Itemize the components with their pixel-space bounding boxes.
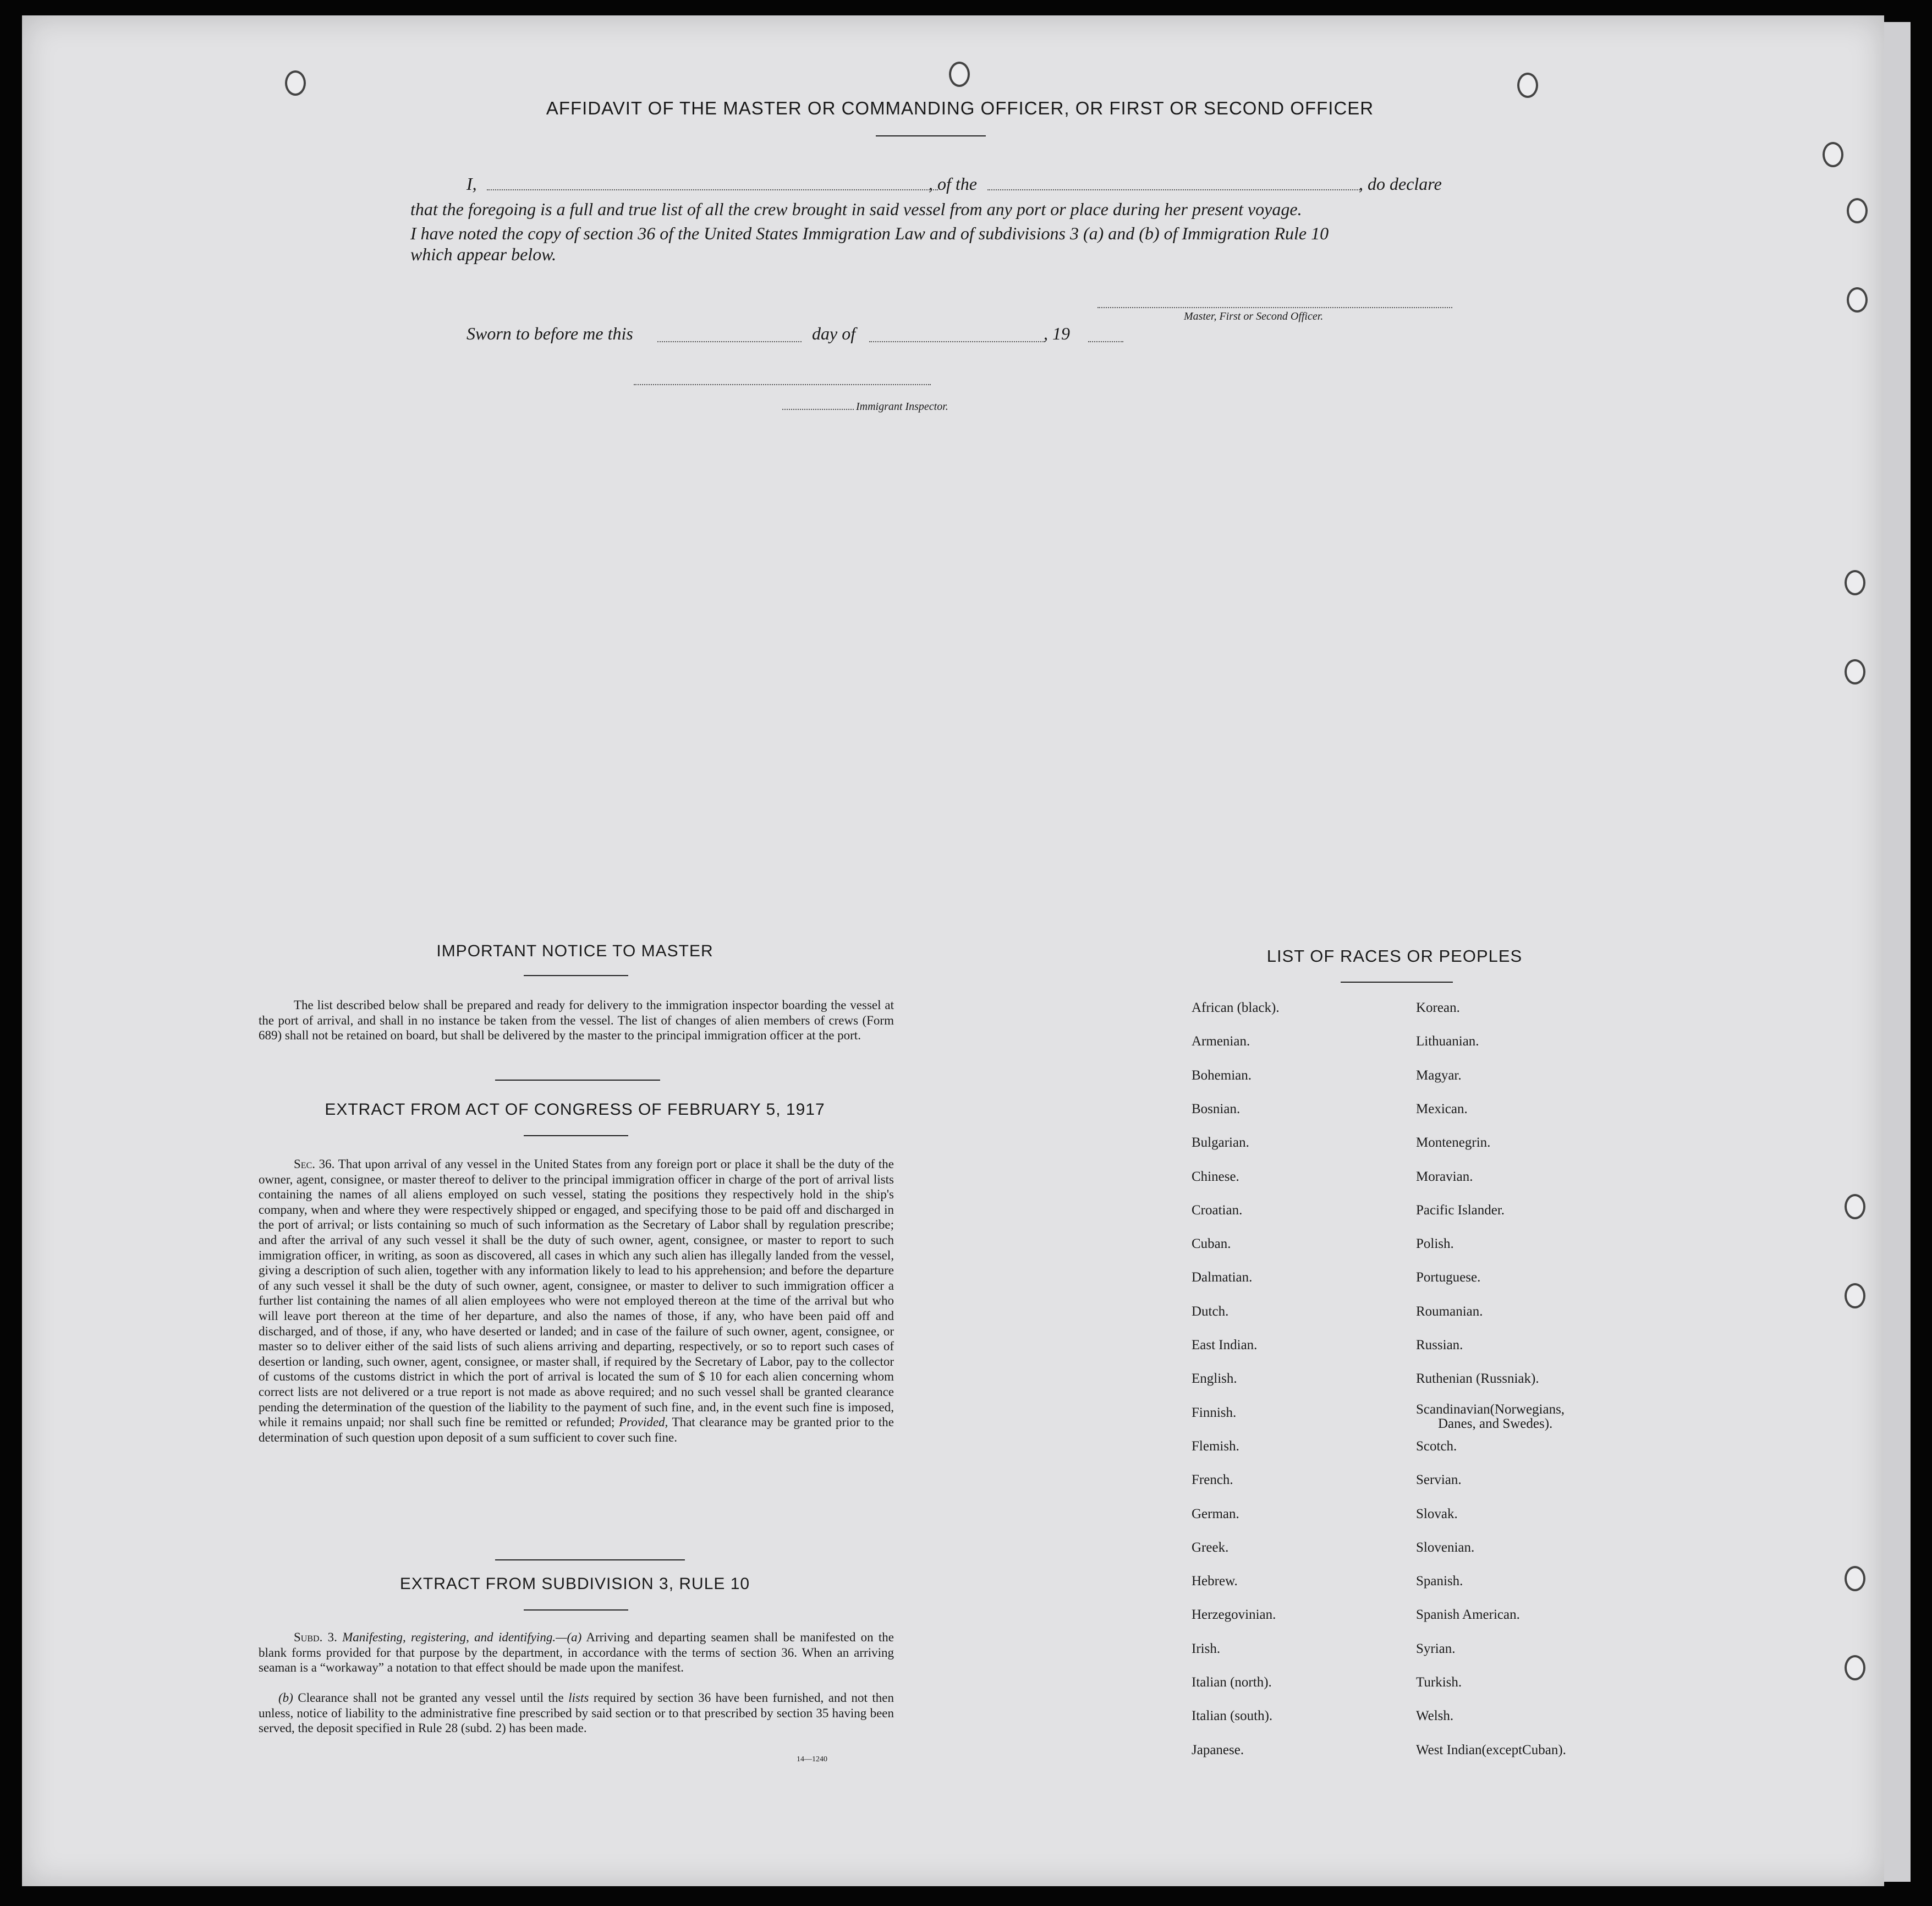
race-item: Armenian. (1192, 1034, 1250, 1049)
inspector-caption: Immigrant Inspector. (856, 401, 948, 413)
punch-hole (1847, 287, 1868, 313)
race-item: English. (1192, 1371, 1237, 1387)
races-right-column (1416, 1000, 1669, 1771)
notice-title: IMPORTANT NOTICE TO MASTER (436, 942, 713, 960)
notice-end-rule (495, 1080, 660, 1081)
race-item: East Indian. (1192, 1338, 1258, 1352)
race-item: Russian. (1416, 1338, 1463, 1352)
race-item: Bulgarian. (1192, 1135, 1249, 1151)
race-item: Japanese. (1192, 1742, 1244, 1757)
race-item: Montenegrin. (1416, 1135, 1491, 1151)
form-number: 14—1240 (797, 1755, 827, 1763)
inspector-signature-field[interactable] (634, 384, 931, 385)
race-item: West Indian(exceptCuban). (1416, 1742, 1566, 1757)
act-extract-text (259, 1157, 894, 1445)
race-item: Slovak. (1416, 1506, 1458, 1521)
sworn-day-field[interactable] (657, 341, 802, 342)
rule-lists-word: lists (568, 1691, 589, 1705)
punch-hole (1845, 1194, 1865, 1219)
punch-hole (1845, 1566, 1865, 1591)
race-item: Servian. (1416, 1472, 1462, 1488)
affidavit-line-3: I have noted the copy of section 36 of the United States Immigration Law and of subdivisions 3 (a) and (b) of Immigration Rule 10 (410, 223, 1329, 243)
race-item: Moravian. (1416, 1169, 1473, 1184)
punch-hole (1845, 659, 1865, 684)
race-item: German. (1192, 1506, 1239, 1521)
race-item: African (black). (1192, 1000, 1280, 1015)
race-item: Italian (south). (1192, 1708, 1273, 1724)
act-extract-title: EXTRACT FROM ACT OF CONGRESS OF FEBRUARY 5, 1917 (325, 1100, 825, 1119)
race-item: Dalmatian. (1192, 1270, 1253, 1285)
race-item: Magyar. (1416, 1067, 1462, 1083)
race-item: Scotch. (1416, 1438, 1457, 1454)
punch-hole (1517, 73, 1538, 98)
sworn-label: Sworn to before me this (466, 324, 633, 343)
year-prefix-label: , 19 (1044, 324, 1070, 343)
notice-title-rule (524, 975, 628, 976)
punch-hole (1847, 198, 1868, 223)
race-item: Dutch. (1192, 1303, 1229, 1319)
sheet-edge (1884, 22, 1911, 1882)
affiant-name-field[interactable] (487, 189, 938, 190)
affidavit-title-rule (876, 135, 986, 136)
race-item: Polish. (1416, 1236, 1454, 1252)
race-item: Flemish. (1192, 1438, 1239, 1454)
rule-b-label: (b) (278, 1691, 293, 1705)
race-item: Mexican. (1416, 1101, 1468, 1116)
rule-extract-text-a (259, 1630, 894, 1675)
rule-text-b1: Clearance shall not be granted any vessel until the (298, 1691, 564, 1705)
notice-text: The list described below shall be prepared and ready for delivery to the immigration inspector boarding the vessel at the port of arrival, and shall in no instance be taken from the vessel. The list of changes of alien members of crews (Form 689) shall not be retained on board, but shall be delivered by the master to the principal immigration officer at the port. (259, 998, 894, 1043)
race-item: Lithuanian. (1416, 1034, 1479, 1049)
race-item: Scandinavian(Norwegians, (1416, 1402, 1565, 1417)
race-item: Slovenian. (1416, 1540, 1475, 1555)
rule-subd-heading: Manifesting, registering, and identifying.—(a) (342, 1630, 582, 1644)
affidavit-i-label: I, (466, 174, 477, 194)
race-item: French. (1192, 1472, 1233, 1488)
sworn-year-field[interactable] (1088, 341, 1123, 342)
race-item: Syrian. (1416, 1641, 1456, 1656)
race-item: Hebrew. (1192, 1574, 1238, 1589)
race-item: Pacific Islander. (1416, 1202, 1505, 1218)
rule-subd-lead: Subd. 3. (294, 1630, 337, 1644)
race-item: Roumanian. (1416, 1303, 1483, 1319)
officer-signature-field[interactable] (1097, 307, 1452, 308)
rule-text-a: Arriving and departing seamen shall be manifested on the blank forms provided for that purpose by the department, in accordance with the terms of section 36. When an arriving seaman is a “workaway” a notation to that effect should be made upon the manifest. (259, 1630, 894, 1675)
sworn-month-field[interactable] (869, 341, 1045, 342)
race-item: Bohemian. (1192, 1067, 1252, 1083)
affidavit-of-the: , of the (929, 174, 977, 194)
rule-extract-title: EXTRACT FROM SUBDIVISION 3, RULE 10 (399, 1575, 750, 1593)
act-section-lead: Sec. 36. (294, 1157, 335, 1171)
act-extract-title-rule (524, 1135, 628, 1136)
affidavit-line-4: which appear below. (410, 244, 557, 264)
act-end-rule (495, 1559, 685, 1560)
races-title: LIST OF RACES OR PEOPLES (1266, 946, 1523, 966)
punch-hole (1845, 570, 1865, 595)
race-item: Italian (north). (1192, 1675, 1272, 1690)
rule-extract-text-b (259, 1690, 894, 1736)
race-item: Spanish American. (1416, 1607, 1520, 1623)
race-item: Danes, and Swedes). (1438, 1416, 1553, 1431)
vessel-name-field[interactable] (987, 189, 1362, 190)
affidavit-line-2: that the foregoing is a full and true list of all the crew brought in said vessel from any port or place during her present voyage. (410, 199, 1302, 219)
race-item: Korean. (1416, 1000, 1460, 1015)
race-item: Croatian. (1192, 1202, 1243, 1218)
race-item: Ruthenian (Russniak). (1416, 1371, 1539, 1387)
race-item: Spanish. (1416, 1574, 1463, 1589)
affidavit-do-declare: , do declare (1359, 174, 1442, 194)
races-title-rule (1341, 982, 1453, 983)
race-item: Welsh. (1416, 1708, 1454, 1724)
inspector-caption-lead (782, 409, 854, 410)
act-provided: Provided, (619, 1415, 668, 1430)
race-item: Greek. (1192, 1540, 1229, 1555)
day-of-label: day of (812, 324, 856, 343)
rule-extract-title-rule (524, 1609, 628, 1611)
race-item: Bosnian. (1192, 1101, 1241, 1116)
race-item: Herzegovinian. (1192, 1607, 1276, 1623)
punch-hole (285, 70, 306, 96)
punch-hole (1823, 142, 1843, 167)
signature-caption: Master, First or Second Officer. (1184, 310, 1324, 322)
act-section-body: That upon arrival of any vessel in the United States from any foreign port or place it shall be the duty of the owner, agent, consignee, or master thereof to deliver to the principal immigration officer in charge of the port of arrival lists containing the names of all aliens employed on such vessel, stating the positions they respectively hold in the ship's company, when and where they were respectively shipped or engaged, and specifying those to be paid off and discharged in the port of arrival; or lists containing so much of such information as the Secretary of Labor shall by regulation prescribe; and after the arrival of any such vessel it shall be the duty of such owner, agent, consignee, or master to report to such immigration officer, in writing, as soon as discovered, all cases in which any such alien has illegally landed from the vessel, giving a description of such alien, together with any information likely to lead to his apprehension; and before the departure of any such vessel it shall be the duty of such owner, agent, consignee, or master to deliver to such immigration officer a further list containing the names of all alien employees who were not employed thereon at the time of the arrival but who will leave port thereon at the time of her departure, and also the names of those, if any, who have been paid off and discharged, and of those, if any, who have deserted or landed; and in case of the failure of such owner, agent, consignee, or master so to deliver either of the said lists of such aliens arriving and departing, respectively, or so to report such cases of desertion or landing, such owner, agent, consignee, or master shall, if required by the Secretary of Labor, pay to the collector of customs of the customs district in which the port of arrival is located the sum of $ 10 for each alien concerning whom correct lists are not delivered or a true report is not made as above required; and no such vessel shall be granted clearance pending the determination of the question of the liability to the payment of such fine, and, in the event such fine is imposed, while it remains unpaid; nor shall such fine be remitted or refunded; (259, 1157, 894, 1430)
punch-hole (1845, 1655, 1865, 1680)
race-item: Portuguese. (1416, 1270, 1481, 1285)
race-item: Irish. (1192, 1641, 1221, 1656)
race-item: Chinese. (1192, 1169, 1239, 1184)
race-item: Cuban. (1192, 1236, 1231, 1252)
punch-hole (1845, 1283, 1865, 1308)
affidavit-title: AFFIDAVIT OF THE MASTER OR COMMANDING OFFICER, OR FIRST OR SECOND OFFICER (546, 98, 1374, 118)
race-item: Turkish. (1416, 1675, 1462, 1690)
races-left-column (1192, 1000, 1390, 1771)
rule-text-b2: required by section 36 have been furnished, and not then unless, notice of liability to the administrative fine prescribed by said section or to that prescribed by section 35 having been served, the deposit specified in Rule 28 (subd. 2) has been made. (259, 1691, 894, 1735)
act-section-tail: That clearance may be granted prior to the determination of such question upon deposit of a sum sufficient to cover such fine. (259, 1415, 894, 1444)
race-item: Finnish. (1192, 1405, 1237, 1420)
punch-hole (949, 62, 970, 87)
